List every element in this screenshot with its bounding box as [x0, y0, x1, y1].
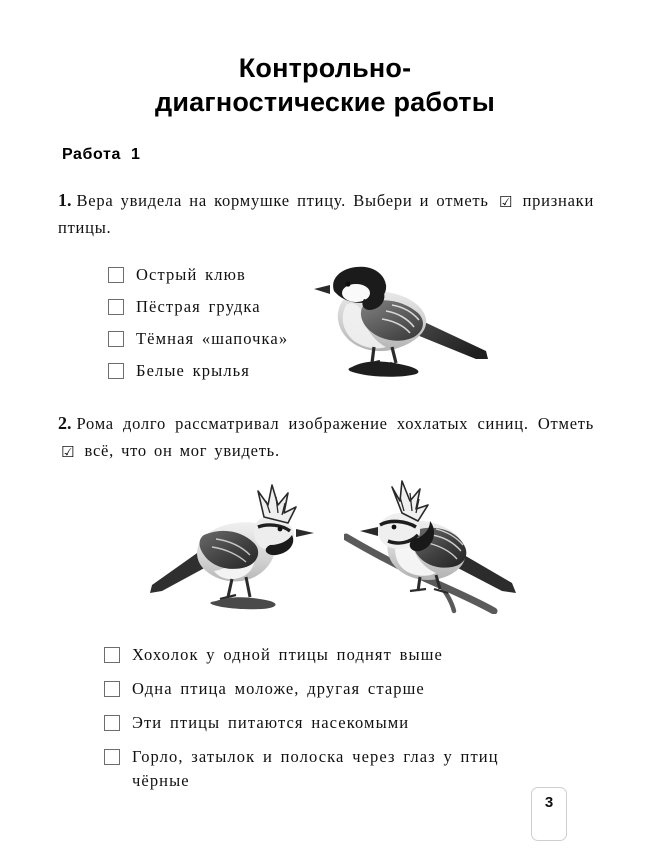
- checkbox-icon[interactable]: [108, 299, 124, 315]
- checkbox-icon[interactable]: [108, 331, 124, 347]
- task-1-prompt-text-1: Вера увидела на кормушке птицу. Выбери и отметь: [76, 190, 489, 210]
- checkbox-icon[interactable]: [104, 715, 120, 731]
- list-item[interactable]: [104, 711, 650, 735]
- task-2-options: [104, 643, 650, 793]
- task-1-body: [0, 263, 650, 383]
- task-2-prompt: [58, 409, 594, 465]
- task-2-number: 2.: [58, 413, 72, 434]
- crested-tit-right-illustration: [344, 479, 524, 619]
- work-heading-number: 1: [130, 145, 141, 163]
- option-label: Тёмная «шапочка»: [136, 329, 289, 349]
- option-label: Хохолок у одной птицы поднят выше: [132, 644, 443, 664]
- page-number-box: [531, 787, 567, 841]
- task-1-number: 1.: [58, 189, 72, 210]
- checkbox-mark-icon: ☑: [498, 192, 513, 211]
- checkbox-icon[interactable]: [104, 647, 120, 663]
- page-title-line-1: Контрольно-: [238, 53, 412, 83]
- task-2-prompt-text-1: Рома долго рассматривал изображение хохлатых синиц. Отметь: [76, 414, 594, 434]
- option-label: Белые крылья: [136, 361, 250, 381]
- list-item[interactable]: [104, 643, 650, 667]
- task-1-prompt-text-2: признаки птицы.: [58, 190, 595, 237]
- work-heading-label: Работа: [62, 145, 121, 163]
- checkbox-icon[interactable]: [104, 681, 120, 697]
- crested-tit-left-illustration: [146, 479, 326, 619]
- page-number: 3: [544, 794, 554, 811]
- option-label: Острый клюв: [136, 265, 246, 285]
- option-label: Пёстрая грудка: [136, 297, 261, 317]
- checkbox-mark-icon: ☑: [61, 443, 75, 462]
- checkbox-icon[interactable]: [104, 749, 120, 765]
- task-1-prompt: [58, 186, 594, 242]
- list-item[interactable]: [104, 745, 650, 793]
- page-title-line-2: диагностические работы: [155, 86, 495, 117]
- crested-tits-illustrations: [0, 479, 650, 619]
- page-title: [0, 0, 650, 120]
- option-label: Горло, затылок и полоска через глаз у птиц чёрные: [132, 746, 499, 790]
- checkbox-icon[interactable]: [108, 267, 124, 283]
- great-tit-illustration: [300, 255, 500, 385]
- work-heading: [62, 146, 650, 164]
- checkbox-icon[interactable]: [108, 363, 124, 379]
- task-2-prompt-text-2: всё, что он мог увидеть.: [84, 441, 280, 461]
- option-label: Одна птица моложе, другая старше: [132, 678, 425, 698]
- option-label: Эти птицы питаются насекомыми: [132, 712, 410, 732]
- task-1: [0, 186, 650, 384]
- task-2: [0, 409, 650, 792]
- list-item[interactable]: [104, 677, 650, 701]
